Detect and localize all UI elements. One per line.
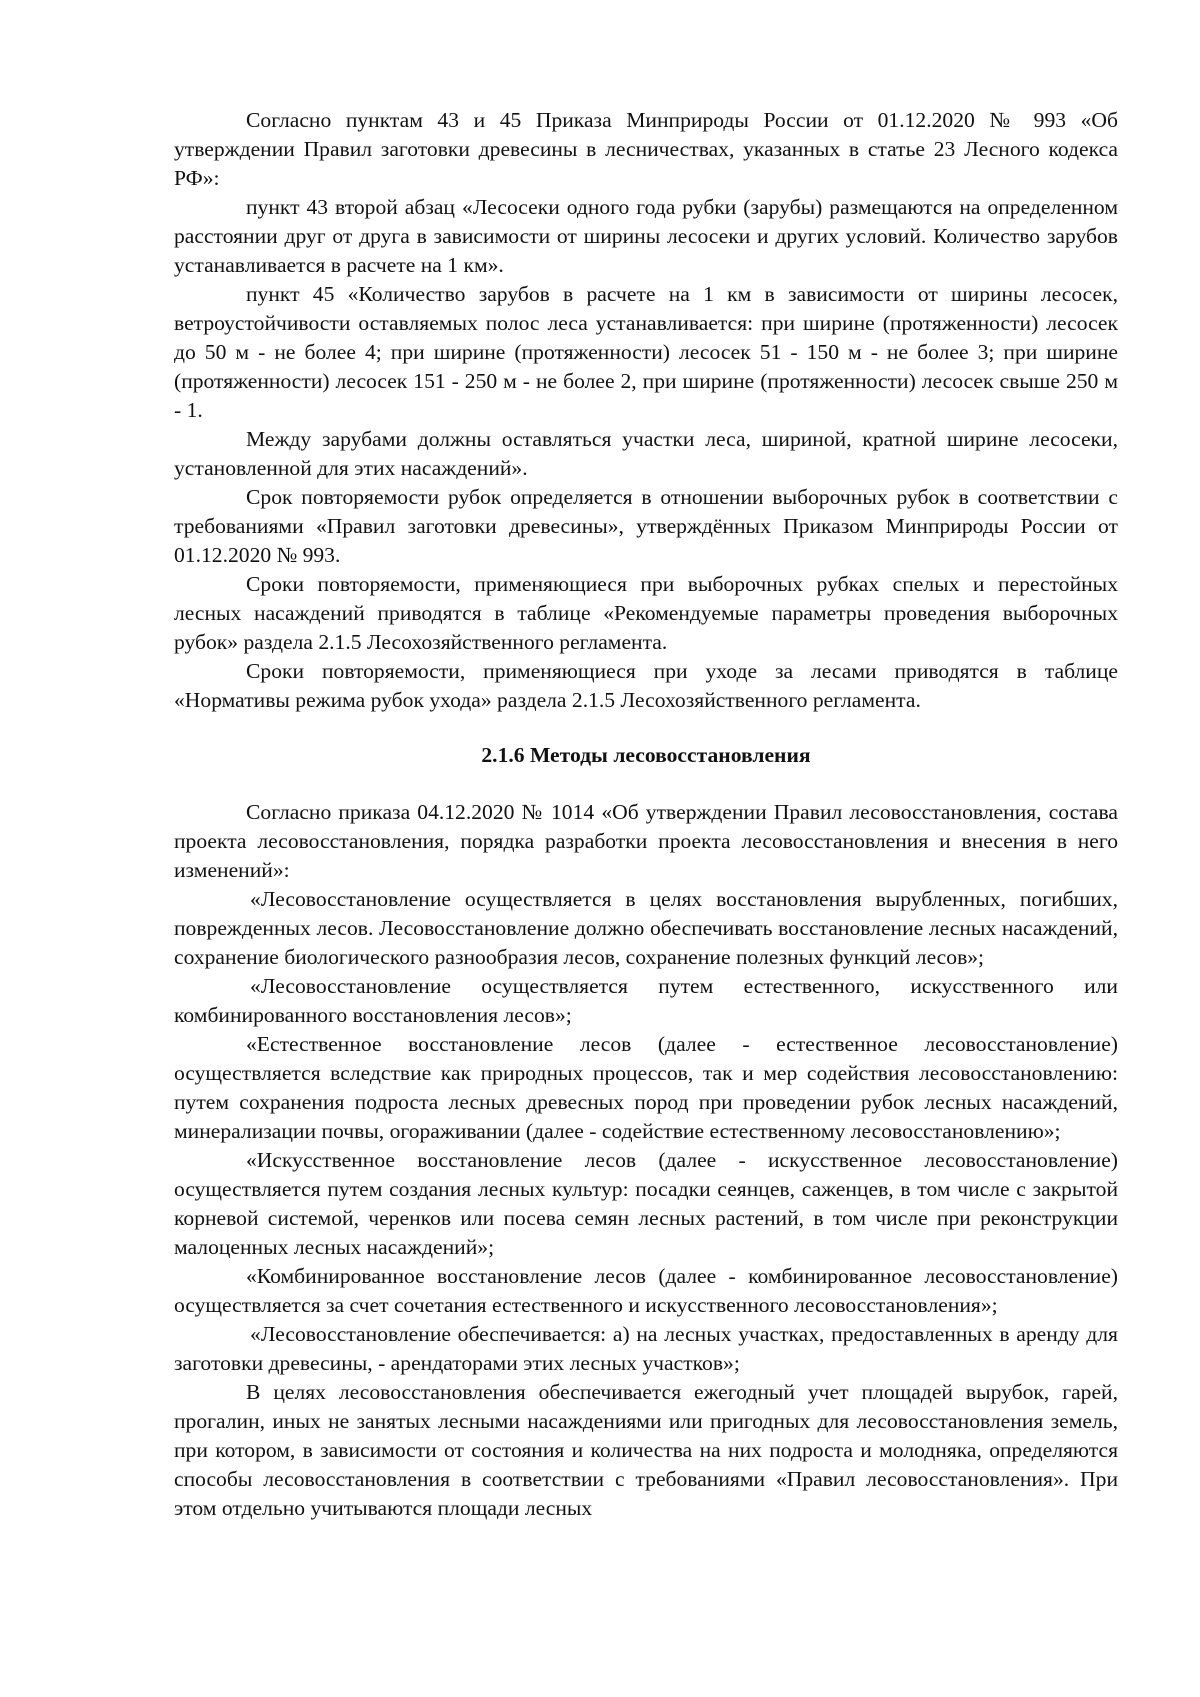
paragraph: Согласно пунктам 43 и 45 Приказа Минприроды России от 01.12.2020 № 993 «Об утверждении Правил заготовки древесины в лесничествах, указанных в статье 23 Лесного кодекса РФ»: [174,108,1118,190]
paragraph: Согласно приказа 04.12.2020 № 1014 «Об утверждении Правил лесовосстановления, состава проекта лесовосстановления, порядка разработки проекта лесовосстановления и внесения в него изменений»: [174,800,1118,882]
paragraph: Срок повторяемости рубок определяется в отношении выборочных рубок в соответствии с требованиями «Правил заготовки древесины», утверждённых Приказом Минприроды России от 01.12.2020 № 993. [174,485,1118,567]
paragraph: «Лесовосстановление осуществляется путем естественного, искусственного или комбинированного восстановления лесов»; [174,974,1118,1027]
paragraph: «Естественное восстановление лесов (далее - естественное лесовосстановление) осуществляется вследствие как природных процессов, так и мер содействия лесовосстановлению: путем сохранения подроста лесных древесных пород при проведении рубок лесных насаждений, минерализации почвы, огораживании (далее - содействие естественному лесовосстановлению»; [174,1032,1118,1143]
paragraph: пункт 45 «Количество зарубов в расчете на 1 км в зависимости от ширины лесосек, ветроустойчивости оставляемых полос леса устанавливается: при ширине (протяженности) лесосек до 50 м - не более 4; при ширине (протяженности) лесосек 51 - 150 м - не более 3; при ширине (протяженности) лесосек 151 - 250 м - не более 2, при ширине (протяженности) лесосек свыше 250 м - 1. [174,282,1118,422]
paragraph: «Искусственное восстановление лесов (далее - искусственное лесовосстановление) осуществляется путем создания лесных культур: посадки сеянцев, саженцев, в том числе с закрытой корневой системой, черенков или посева семян лесных растений, в том числе при реконструкции малоценных лесных насаждений»; [174,1148,1118,1259]
paragraph: «Комбинированное восстановление лесов (далее - комбинированное лесовосстановление) осуществляется за счет сочетания естественного и искусственного лесовосстановления»; [174,1264,1118,1317]
paragraph: Сроки повторяемости, применяющиеся при выборочных рубках спелых и перестойных лесных насаждений приводятся в таблице «Рекомендуемые параметры проведения выборочных рубок» раздела 2.1.5 Лесохозяйственного регламента. [174,572,1118,654]
paragraph: «Лесовосстановление осуществляется в целях восстановления вырубленных, погибших, поврежденных лесов. Лесовосстановление должно обеспечивать восстановление лесных насаждений, сохранение биологического разнообразия лесов, сохранение полезных функций лесов»; [174,887,1118,969]
paragraph: «Лесовосстановление обеспечивается: а) на лесных участках, предоставленных в аренду для заготовки древесины, - арендаторами этих лесных участков»; [174,1322,1118,1375]
paragraph: пункт 43 второй абзац «Лесосеки одного года рубки (зарубы) размещаются на определенном расстоянии друг от друга в зависимости от ширины лесосеки и других условий. Количество зарубов устанавливается в расчете на 1 км». [174,195,1118,277]
paragraph: Сроки повторяемости, применяющиеся при уходе за лесами приводятся в таблице «Нормативы режима рубок ухода» раздела 2.1.5 Лесохозяйственного регламента. [174,659,1118,712]
section-heading: 2.1.6 Методы лесовосстановления [481,743,811,767]
paragraph: Между зарубами должны оставляться участки леса, шириной, кратной ширине лесосеки, установленной для этих насаждений». [174,427,1118,480]
paragraph: В целях лесовосстановления обеспечивается ежегодный учет площадей вырубок, гарей, прогалин, иных не занятых лесными насаждениями или пригодных для лесовосстановления земель, при котором, в зависимости от состояния и количества на них подроста и молодняка, определяются способы лесовосстановления в соответствии с требованиями «Правил лесовосстановления». При этом отдельно учитываются площади лесных [174,1380,1118,1520]
document-page [174,106,1118,1523]
